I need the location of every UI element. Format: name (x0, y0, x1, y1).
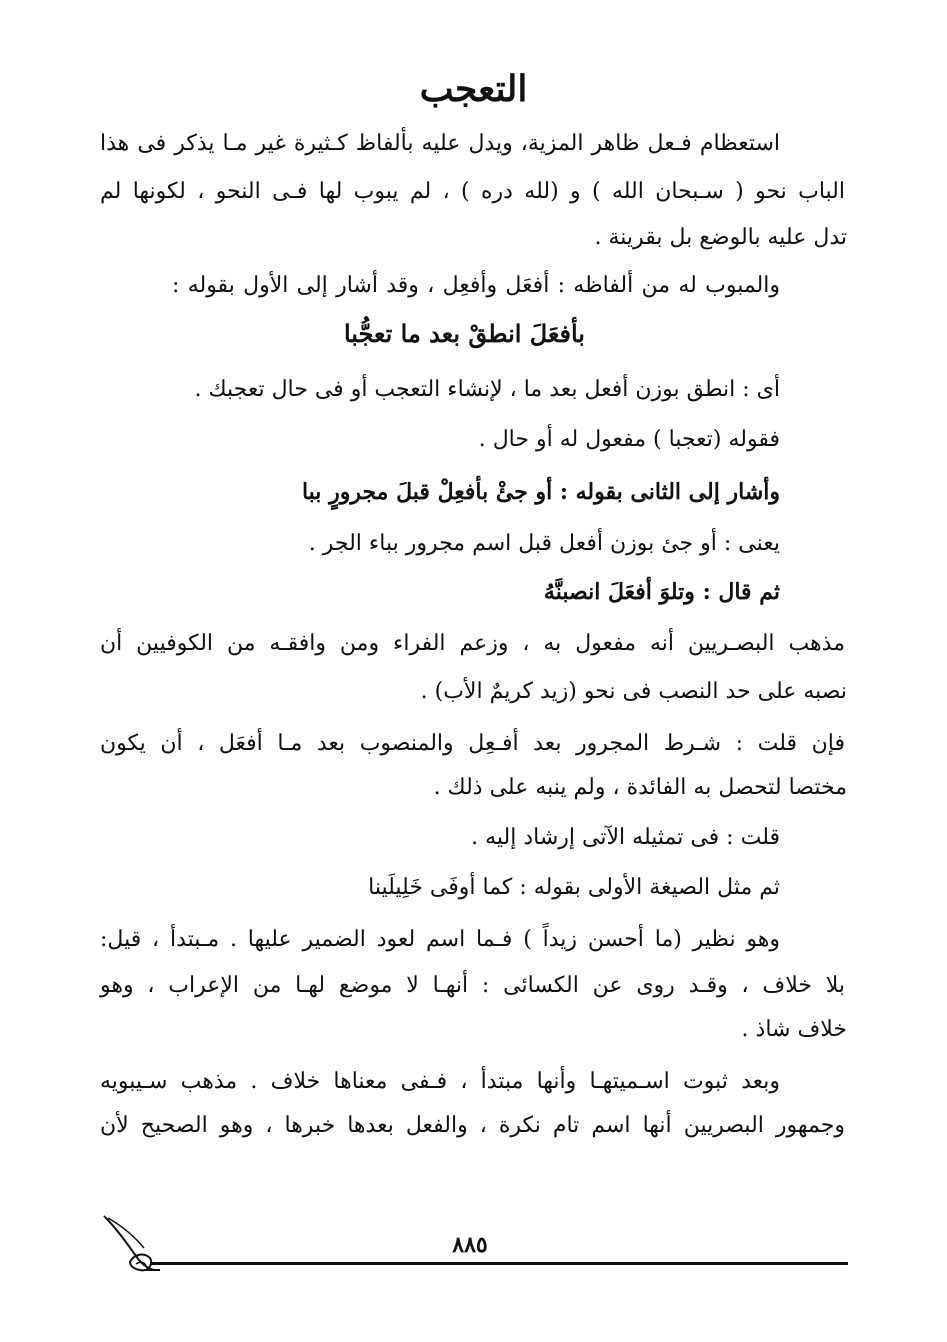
text-line: الباب نحو ( سـبحان الله ) و (لله دره ) ، لم يبوب لها فـى النحو ، لكونها لم (100, 179, 845, 204)
text-line: نصبه على حد النصب فى نحو (زيد كريمٌ الأب) . (420, 679, 847, 704)
text-line: وجمهور البصريين أنها اسم تام نكرة ، والفعل بعدها خبرها ، وهو الصحيح لأن (100, 1113, 845, 1138)
text-line: تدل عليه بالوضع بل بقرينة . (594, 225, 847, 250)
text-line: استعظام فـعل ظاهر المزية، ويدل عليه بألفاظ كـثيرة غير مـا يذكر فى هذا (100, 131, 780, 156)
text-line: وأشار إلى الثانى بقوله : أو جئْ بأفعِلْ قبلَ مجرورٍ ببا (301, 479, 780, 505)
page-number: ٨٨٥ (452, 1232, 488, 1258)
text-line: ثم قال : وتلوَ أفعَلَ انصبنَّهُ (543, 579, 780, 605)
text-line: مذهب البصـريين أنه مفعول به ، وزعم الفراء ومن وافقـه من الكوفيين أن (100, 631, 845, 656)
footer-rule (150, 1262, 848, 1265)
chapter-title: التعجب (419, 68, 528, 110)
text-line: وهو نظير (ما أحسن زيداً ) فـما اسم لعود الضمير عليها . مـبتدأ ، قيل: (100, 927, 780, 952)
verse-line: بأفعَلَ انطقْ بعد ما تعجُّبا (343, 319, 585, 348)
quill-ornament-icon (100, 1212, 162, 1278)
text-line: فإن قلت : شـرط المجرور بعد أفـعِل والمنصوب بعد مـا أفعَل ، أن يكون (100, 731, 845, 756)
text-line: قلت : فى تمثيله الآتى إرشاد إليه . (471, 825, 780, 850)
text-line: مختصا لتحصل به الفائدة ، ولم ينبه على ذلك . (433, 775, 847, 800)
text-line: فقوله (تعجبا ) مفعول له أو حال . (478, 427, 780, 452)
text-line: يعنى : أو جئ بوزن أفعل قبل اسم مجرور بباء الجر . (308, 531, 780, 556)
text-line: بلا خلاف ، وقـد روى عن الكسائى : أنهـا لا موضع لهـا من الإعراب ، وهو (100, 973, 845, 998)
text-line: ثم مثل الصيغة الأولى بقوله : كما أوفَى خَلِيلَينا (368, 875, 780, 900)
text-line: والمبوب له من ألفاظه : أفعَل وأفعِل ، وقد أشار إلى الأول بقوله : (172, 273, 780, 298)
text-line: وبعد ثبوت اسـميتهـا وأنها مبتدأ ، فـفى معناها خلاف . مذهب سـيبويه (100, 1069, 780, 1094)
text-line: أى : انطق بوزن أفعل بعد ما ، لإنشاء التعجب أو فى حال تعجبك . (194, 377, 780, 402)
text-line: خلاف شاذ . (741, 1017, 847, 1042)
